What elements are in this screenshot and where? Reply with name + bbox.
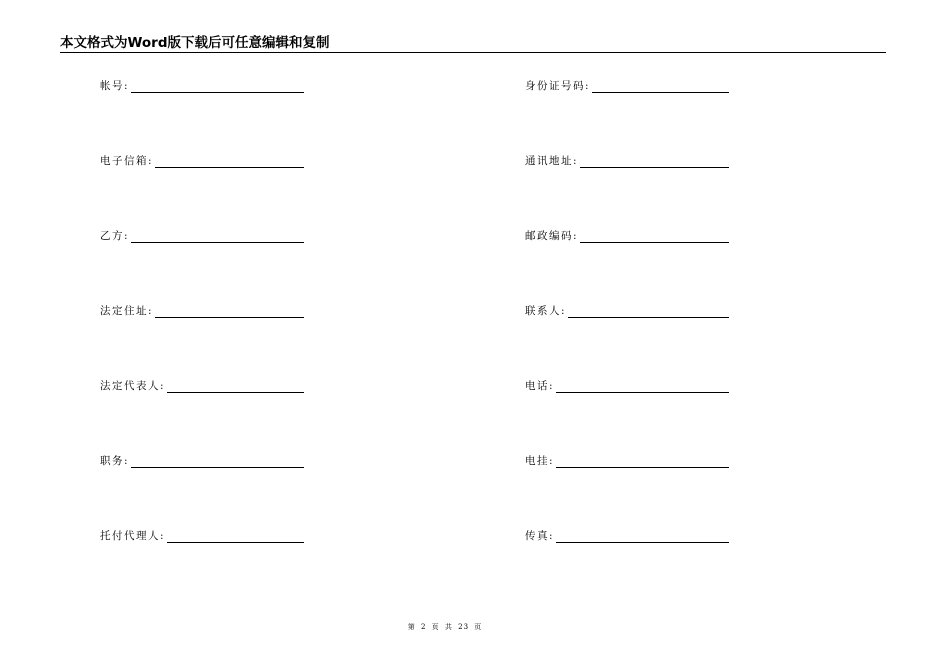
legal-representative-blank-line xyxy=(167,392,304,393)
header-divider xyxy=(60,52,886,53)
email-blank-line xyxy=(155,167,304,168)
email-label: 电子信箱: xyxy=(100,155,154,167)
postal-code-blank-line xyxy=(580,242,729,243)
footer-total-pages: 23 xyxy=(458,623,470,631)
phone-blank-line xyxy=(556,392,729,393)
footer-total-unit: 页 xyxy=(474,623,483,631)
footer-page-number: 2 xyxy=(420,623,427,631)
legal-representative-field xyxy=(100,378,304,394)
account-field xyxy=(100,78,304,94)
telegraph-field xyxy=(525,453,729,469)
footer-prefix: 第 xyxy=(407,623,416,631)
postal-code-label: 邮政编码: xyxy=(525,230,579,242)
mailing-address-blank-line xyxy=(580,167,729,168)
footer-total-prefix: 共 xyxy=(444,623,453,631)
telegraph-blank-line xyxy=(556,467,729,468)
mailing-address-field xyxy=(525,153,729,169)
mailing-address-label: 通讯地址: xyxy=(525,155,579,167)
fax-field xyxy=(525,528,729,544)
legal-address-field xyxy=(100,303,304,319)
id-number-blank-line xyxy=(592,92,729,93)
position-field xyxy=(100,453,304,469)
authorized-agent-blank-line xyxy=(167,542,304,543)
account-label: 帐号: xyxy=(100,80,130,92)
page-number-footer xyxy=(0,622,890,632)
email-field xyxy=(100,153,304,169)
authorized-agent-label: 托付代理人: xyxy=(100,530,166,542)
authorized-agent-field xyxy=(100,528,304,544)
postal-code-field xyxy=(525,228,729,244)
footer-page-unit: 页 xyxy=(431,623,440,631)
account-blank-line xyxy=(131,92,304,93)
legal-address-blank-line xyxy=(155,317,304,318)
contact-person-blank-line xyxy=(568,317,729,318)
contact-person-field xyxy=(525,303,729,319)
legal-address-label: 法定住址: xyxy=(100,305,154,317)
legal-representative-label: 法定代表人: xyxy=(100,380,166,392)
telegraph-label: 电挂: xyxy=(525,455,555,467)
id-number-field xyxy=(525,78,729,94)
party-b-label: 乙方: xyxy=(100,230,130,242)
phone-label: 电话: xyxy=(525,380,555,392)
party-b-field xyxy=(100,228,304,244)
fax-label: 传真: xyxy=(525,530,555,542)
party-b-blank-line xyxy=(131,242,304,243)
id-number-label: 身份证号码: xyxy=(525,80,591,92)
document-header-title: 本文格式为Word版下载后可任意编辑和复制 xyxy=(60,35,330,51)
position-label: 职务: xyxy=(100,455,130,467)
contact-person-label: 联系人: xyxy=(525,305,567,317)
fax-blank-line xyxy=(556,542,729,543)
phone-field xyxy=(525,378,729,394)
position-blank-line xyxy=(131,467,304,468)
